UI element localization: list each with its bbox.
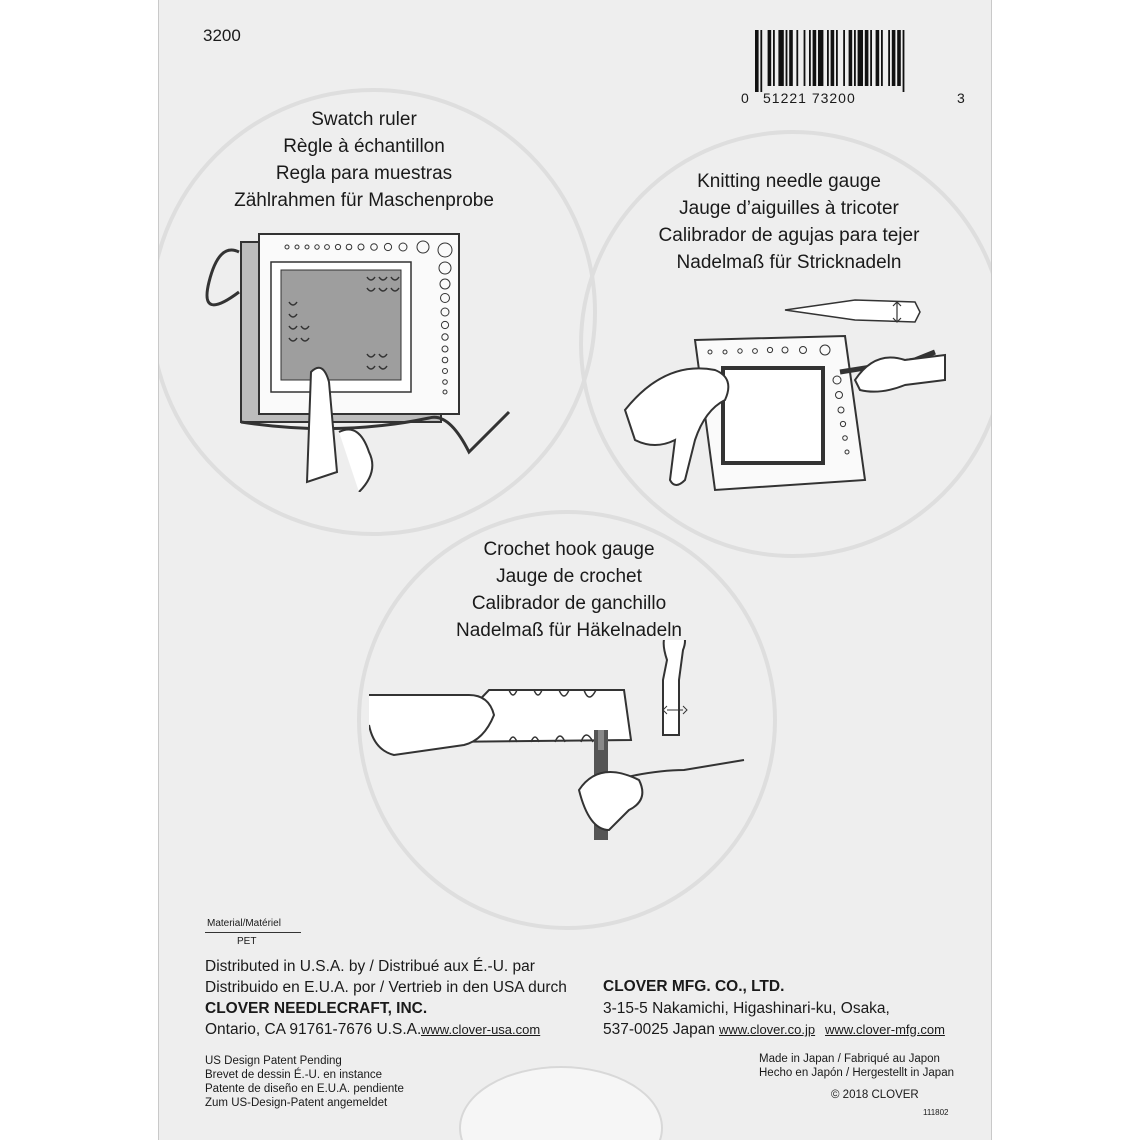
product-number: 3200	[203, 26, 241, 45]
barcode-bar	[804, 30, 806, 86]
hook-gauge-es: Calibrador de ganchillo	[471, 593, 667, 614]
origin-line-1: Made in Japan / Fabriqué au Japon	[759, 1053, 940, 1065]
manufacturer-url-2[interactable]: www.clover-mfg.com	[825, 1022, 945, 1037]
barcode-bar	[876, 30, 880, 86]
print-code: 111802	[923, 1108, 949, 1117]
manufacturer-url-1[interactable]: www.clover.co.jp	[719, 1022, 816, 1037]
swatch-ruler-en: Swatch ruler	[311, 109, 417, 130]
manufacturer-address-2: 537-0025 Japan	[603, 1021, 716, 1038]
barcode-bar	[773, 30, 775, 86]
swatch-ruler-de: Zählrahmen für Maschenprobe	[234, 190, 494, 211]
barcode-bar	[897, 30, 901, 86]
swatch-ruler-title	[189, 106, 539, 214]
needle-gauge-illustration	[615, 290, 955, 510]
barcode-bar	[809, 30, 811, 86]
hang-tab-cutout	[459, 1066, 663, 1140]
material-label: Material/Matériel	[207, 918, 281, 929]
distributor-address: Ontario, CA 91761-7676 U.S.A.	[205, 1021, 422, 1038]
swatch-ruler-es: Regla para muestras	[275, 163, 453, 184]
barcode-bar	[768, 30, 772, 86]
barcode-lead-digit: 0	[741, 90, 750, 106]
barcode-digits: 51221 73200	[763, 90, 856, 106]
barcode-bar	[870, 30, 872, 86]
manufacturer-company: CLOVER MFG. CO., LTD.	[603, 978, 785, 995]
barcode-bar	[755, 30, 759, 92]
needle-gauge-fr: Jauge d’aiguilles à tricoter	[679, 198, 899, 219]
barcode-bar	[778, 30, 783, 86]
barcode-bar	[831, 30, 835, 86]
material-rule	[205, 932, 301, 933]
copyright: © 2018 CLOVER	[831, 1089, 919, 1101]
barcode-bar	[849, 30, 853, 86]
barcode-bar	[854, 30, 856, 86]
barcode-bar	[789, 30, 793, 86]
product-card-back	[158, 0, 992, 1140]
origin-line-2: Hecho en Japón / Hergestellt in Japan	[759, 1067, 954, 1079]
manufacturer-address-1: 3-15-5 Nakamichi, Higashinari-ku, Osaka,	[603, 1000, 890, 1017]
hook-gauge-illustration	[369, 640, 749, 885]
barcode-bar	[818, 30, 823, 86]
barcode-check-digit: 3	[957, 90, 966, 106]
barcode-bar	[843, 30, 845, 86]
patent-fr: Brevet de dessin É.-U. en instance	[205, 1069, 383, 1081]
needle-gauge-de: Nadelmaß für Stricknadeln	[676, 252, 902, 273]
barcode-bar	[760, 30, 762, 92]
hook-gauge-fr: Jauge de crochet	[496, 566, 642, 587]
swatch-ruler-fr: Règle à échantillon	[283, 136, 445, 157]
barcode-bar	[786, 30, 788, 86]
barcode-bar	[881, 30, 883, 86]
distributor-line-2: Distribuido en E.U.A. por / Vertrieb in den USA durch	[205, 979, 567, 996]
swatch-ruler-illustration	[199, 222, 519, 492]
barcode-bar	[827, 30, 829, 86]
barcode-bar	[903, 30, 905, 92]
distributor-url[interactable]: www.clover-usa.com	[421, 1022, 541, 1037]
patent-es: Patente de diseño en E.U.A. pendiente	[205, 1083, 404, 1095]
hook-gauge-title	[389, 536, 749, 644]
barcode-bar	[865, 30, 869, 86]
barcode-bar	[836, 30, 838, 86]
barcode-bar	[888, 30, 890, 86]
material-value: PET	[237, 936, 257, 947]
distributor-company: CLOVER NEEDLECRAFT, INC.	[205, 1000, 428, 1017]
barcode-bar	[813, 30, 817, 86]
patent-de: Zum US-Design-Patent angemeldet	[205, 1097, 388, 1109]
needle-gauge-es: Calibrador de agujas para tejer	[658, 225, 920, 246]
hook-gauge-en: Crochet hook gauge	[483, 539, 655, 560]
needle-gauge-title	[609, 168, 969, 276]
hook-gauge-de: Nadelmaß für Häkelnadeln	[455, 620, 682, 641]
barcode-bar	[796, 30, 798, 86]
needle-gauge-en: Knitting needle gauge	[697, 171, 881, 192]
distributor-line-1: Distributed in U.S.A. by / Distribué aux É.-U. par	[205, 958, 535, 975]
barcode	[755, 30, 953, 92]
barcode-bar	[892, 30, 896, 86]
patent-en: US Design Patent Pending	[205, 1055, 342, 1067]
barcode-bar	[858, 30, 863, 86]
